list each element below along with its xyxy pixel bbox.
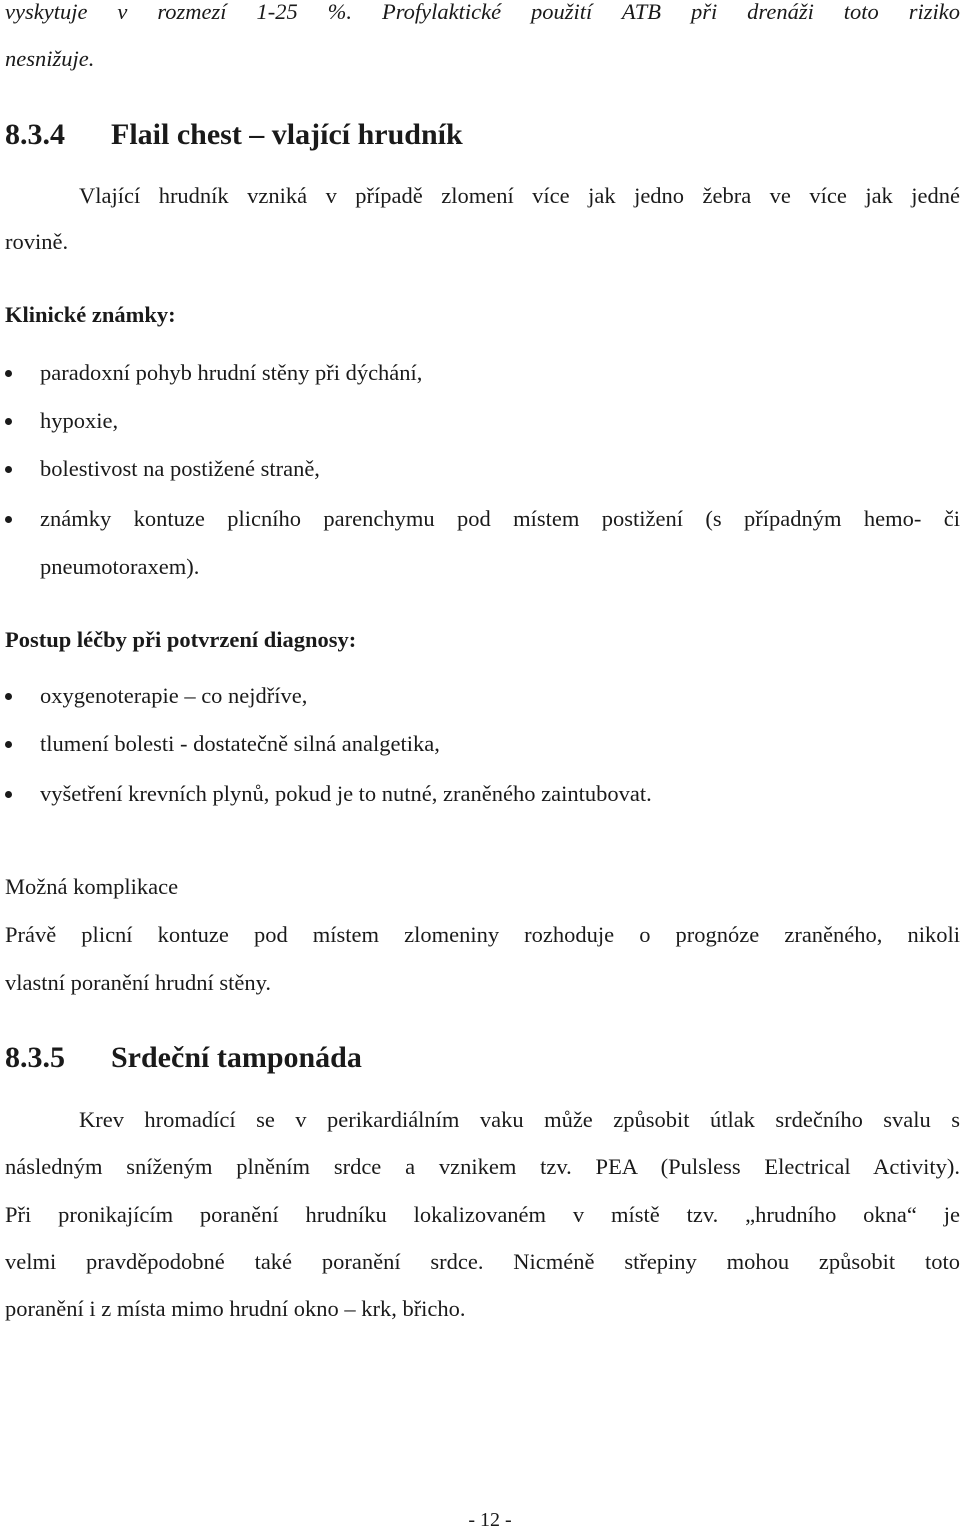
bullet-icon — [5, 693, 12, 700]
bullet-icon — [5, 741, 12, 748]
paragraph-line: Při pronikajícím poranění hrudníku lokalizovaném v místě tzv. „hrudního okna“ je — [5, 1202, 960, 1227]
bullet-icon — [5, 418, 12, 425]
paragraph-line: Vlající hrudník vzniká v případě zlomení více jak jedno žebra ve více jak jedné — [79, 183, 960, 208]
section-title: Flail chest – vlající hrudník — [111, 118, 463, 151]
continuation-line-2: nesnižuje. — [5, 46, 95, 71]
bullet-icon — [5, 466, 12, 473]
complications-heading: Možná komplikace — [5, 874, 179, 899]
paragraph-line: velmi pravděpodobné také poranění srdce. Nicméně střepiny mohou způsobit toto — [5, 1249, 960, 1274]
paragraph-line: Právě plicní kontuze pod místem zlomeniny rozhoduje o prognóze zraněného, nikoli — [5, 922, 960, 947]
signs-heading: Klinické známky: — [5, 302, 176, 327]
paragraph-line: poranění i z místa mimo hrudní okno – krk, břicho. — [5, 1296, 466, 1321]
page-number: - 12 - — [468, 1509, 512, 1531]
section-title: Srdeční tamponáda — [111, 1041, 362, 1074]
bullet-icon — [5, 516, 12, 523]
paragraph-line: vlastní poranění hrudní stěny. — [5, 970, 271, 995]
section-heading-835 — [5, 1040, 362, 1076]
bullet-icon — [5, 370, 12, 377]
section-number: 8.3.4 — [5, 118, 65, 151]
paragraph-line: rovině. — [5, 229, 69, 254]
section-number: 8.3.5 — [5, 1041, 65, 1074]
paragraph-line: Krev hromadící se v perikardiálním vaku může způsobit útlak srdečního svalu s — [79, 1107, 960, 1132]
treatment-heading: Postup léčby při potvrzení diagnosy: — [5, 627, 357, 652]
section-heading-834 — [5, 117, 463, 153]
bullet-icon — [5, 791, 12, 798]
paragraph-line: následným sníženým plněním srdce a vznikem tzv. PEA (Pulsless Electrical Activity). — [5, 1154, 960, 1179]
continuation-line-1: vyskytuje v rozmezí 1-25 %. Profylaktické použití ATB při drenáži toto riziko — [5, 0, 960, 24]
